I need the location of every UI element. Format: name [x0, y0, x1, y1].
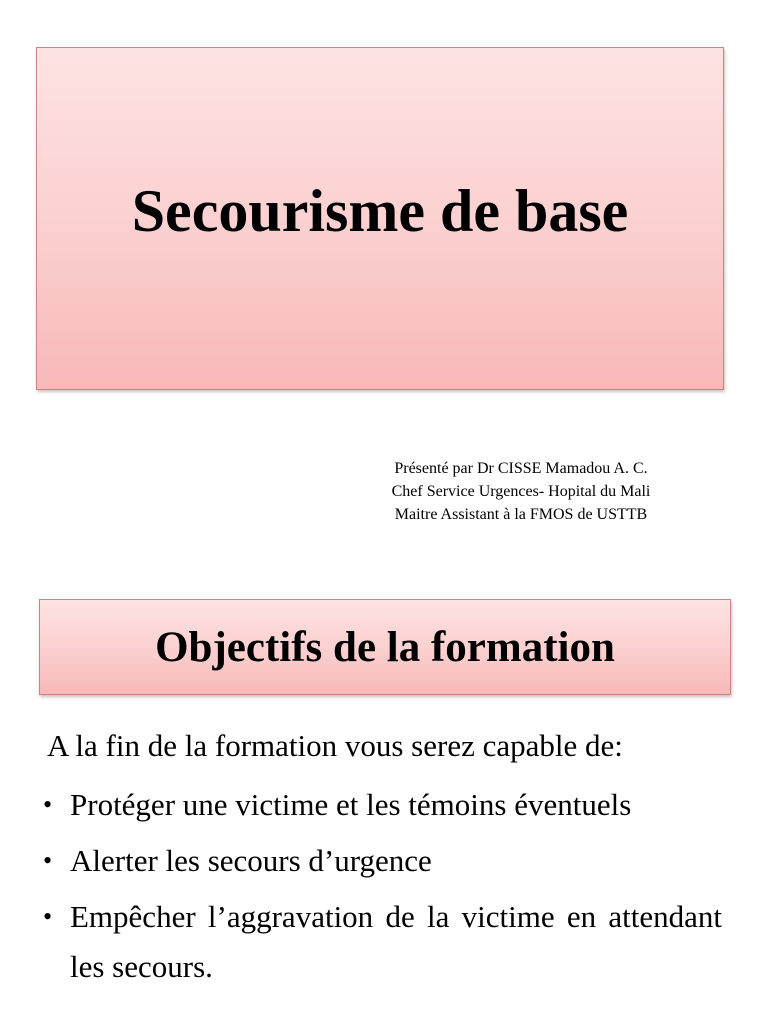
objectives-title-box [39, 599, 731, 695]
objectives-intro: A la fin de la formation vous serez capable de: [47, 728, 623, 763]
title-slide-box [36, 47, 724, 390]
presenter-info [330, 457, 712, 526]
list-item-text: Alerter les secours d’urgence [70, 843, 432, 878]
bullet-icon: • [43, 902, 53, 931]
list-item-text: Protéger une victime et les témoins éventuels [70, 787, 632, 822]
objectives-list [40, 780, 722, 998]
list-item [40, 780, 722, 830]
bullet-icon: • [43, 790, 53, 819]
list-item-text: Empêcher l’aggravation de la victime en attendant les secours. [70, 899, 722, 984]
slide-title: Secourisme de base [131, 178, 629, 244]
list-item [40, 892, 722, 992]
list-item [40, 836, 722, 886]
bullet-icon: • [43, 846, 53, 875]
presenter-line: Chef Service Urgences- Hopital du Mali [391, 483, 651, 500]
objectives-title: Objectifs de la formation [155, 623, 615, 671]
presenter-line: Présenté par Dr CISSE Mamadou A. C. [394, 460, 648, 477]
presenter-line: Maitre Assistant à la FMOS de USTTB [394, 506, 648, 523]
